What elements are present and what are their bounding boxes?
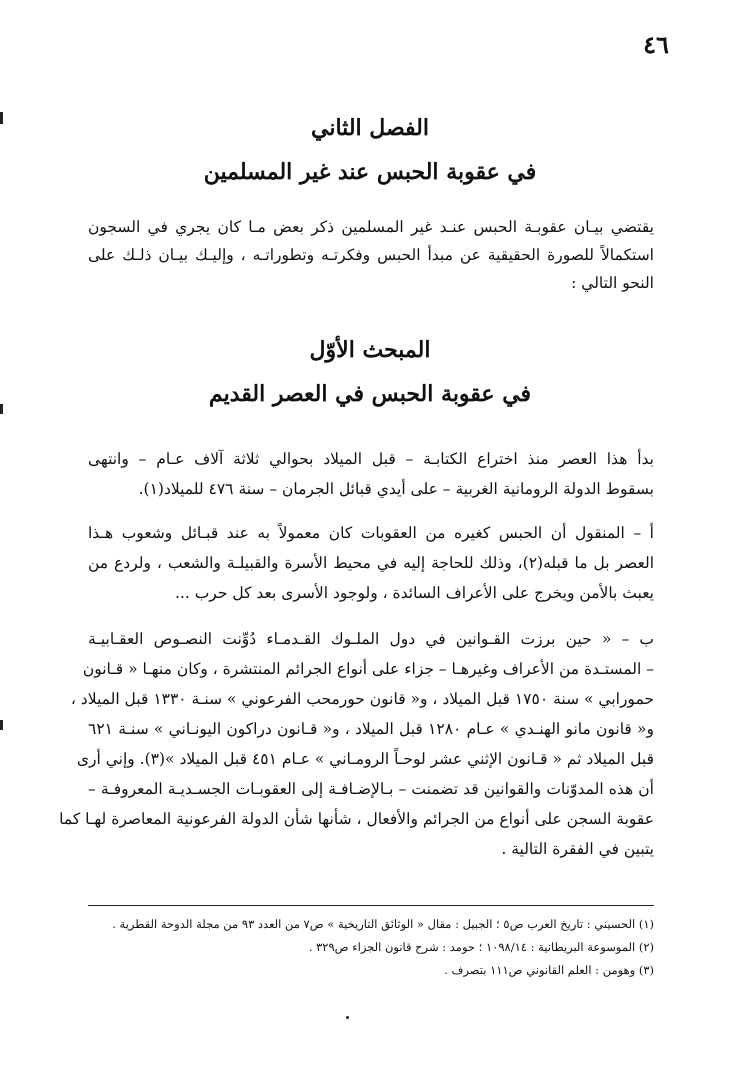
scan-speck bbox=[346, 1016, 349, 1019]
footnote-2: (٢) الموسوعة البريطانية : ١٠٩٨/١٤ ؛ حومد : شرح قانون الجزاء ص٣٢٩ . bbox=[308, 940, 654, 954]
para1-line-1: بدأ هذا العصر منذ اختراع الكتابـة – قبل الميلاد بحوالي ثلاثة آلاف عـام – وانتهى bbox=[88, 450, 654, 468]
para3-line-4: و« قانون مانو الهنـدي » عـام ١٢٨٠ قبل الميلاد ، و« قـانون دراكون اليونـاني » سنـة ٦٢١ bbox=[88, 720, 655, 738]
para3-line-3: حمورابي » سنة ١٧٥٠ قبل الميلاد ، و« قانون حورمحب الفرعوني » سنـة ١٣٣٠ قبل الميلاد ، bbox=[70, 690, 654, 708]
footnote-1: (١) الحسيني : تاريخ العرب ص٥ ؛ الجبيل : مقال « الوثائق التاريخية » ص٧ من العدد ٩٣ من مجلة الدوحة القطرية . bbox=[112, 917, 654, 931]
para2-line-3: يعبث بالأمن ويخرج على الأعراف السائدة ، ولوجود الأسرى بعد كل حرب ... bbox=[174, 584, 654, 602]
para3-line-2: – المستـدة من الأعراف وغيرهـا – جزاء على أنواع الجرائم المنتشرة ، وكان منهـا « قـانون bbox=[82, 660, 654, 678]
chapter-title: الفصل الثاني bbox=[311, 115, 429, 141]
intro-line-1: يقتضي بيـان عقوبـة الحبس عنـد غير المسلمين ذكر بعض مـا كان يجري في السجون bbox=[88, 218, 654, 236]
section-title: المبحث الأوّل bbox=[309, 337, 431, 363]
intro-line-2: استكمالاً للصورة الحقيقية عن مبدأ الحبس وفكرتـه وتطوراتـه ، وإليـك بيـان ذلـك على bbox=[88, 246, 654, 264]
section-subtitle: في عقوبة الحبس في العصر القديم bbox=[208, 381, 532, 407]
para3-line-7: عقوبة السجن على أنواع من الجرائم والأفعال ، شأنها شأن الدولة الفرعونية المعاصرة لهـا كما bbox=[59, 810, 654, 828]
footnote-3: (٣) وهومن : العلم القانوني ص١١١ بتصرف . bbox=[444, 963, 654, 977]
para3-line-1: ب – « حين برزت القـوانين في دول الملـوك القـدمـاء دُوِّنت النصـوص العقـابيـة bbox=[88, 630, 654, 648]
para3-line-8: يتبين في الفقرة التالية . bbox=[501, 840, 654, 858]
para3-line-5: قبل الميلاد ثم « قـانون الإثني عشر لوحـاً الرومـاني » عـام ٤٥١ قبل الميلاد »(٣). وإني أرى bbox=[76, 750, 654, 768]
scan-edge-mark bbox=[0, 404, 3, 414]
intro-line-3: النحو التالي : bbox=[571, 274, 654, 292]
para3-line-6: أن هذه المدوّنات والقوانين قد تضمنت – بـالإضـافـة إلى العقوبـات الجسـديـة المعروفـة – bbox=[88, 780, 654, 798]
chapter-subtitle: في عقوبة الحبس عند غير المسلمين bbox=[203, 159, 537, 185]
para2-line-2: العصر بل ما قبله(٢)، وذلك للحاجة إليه في محيط الأسرة والقبيلـة والشعب ، ولردع من bbox=[88, 554, 654, 572]
scan-edge-mark bbox=[0, 112, 3, 124]
para1-line-2: بسقوط الدولة الرومانية الغربية – على أيدي قبائل الجرمان – سنة ٤٧٦ للميلاد(١). bbox=[138, 480, 654, 498]
page-number: ٤٦ bbox=[643, 30, 669, 59]
scan-edge-mark bbox=[0, 720, 3, 730]
para2-line-1: أ – المنقول أن الحبس كغيره من العقوبات كان معمولاً به عند قبـائل وشعوب هـذا bbox=[88, 524, 654, 542]
footnote-divider bbox=[88, 905, 654, 906]
